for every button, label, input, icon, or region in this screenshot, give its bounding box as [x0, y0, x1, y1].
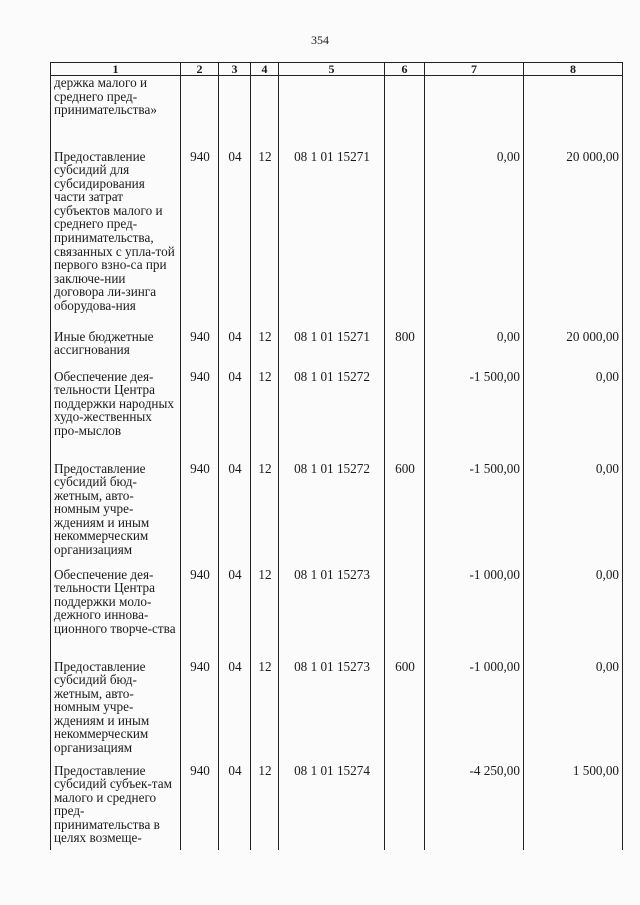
cell-ministry-code: 940 [181, 764, 219, 850]
col-header: 8 [524, 63, 623, 76]
cell-expense-type [385, 370, 425, 462]
table-row [51, 568, 623, 660]
cell-section: 04 [219, 150, 251, 330]
cell-target-article: 08 1 01 15273 [279, 568, 385, 660]
cell-ministry-code: 940 [181, 660, 219, 764]
cell-expense-type [385, 764, 425, 850]
cell-subsection: 12 [251, 568, 279, 660]
cell-target-article: 08 1 01 15274 [279, 764, 385, 850]
col-header: 4 [251, 63, 279, 76]
cell-amount-7: -1 500,00 [425, 370, 524, 462]
cell-amount-7: 0,00 [425, 150, 524, 330]
cell-expense-type [385, 150, 425, 330]
cell-subsection: 12 [251, 660, 279, 764]
cell-subsection: 12 [251, 764, 279, 850]
cell-amount-7: -4 250,00 [425, 764, 524, 850]
table-row [51, 76, 623, 150]
cell-amount-8: 20 000,00 [524, 150, 623, 330]
cell-subsection: 12 [251, 150, 279, 330]
row-name: Предоставление субсидий бюд-жетным, авто-номным учре-ждениям и иным некоммерческим организациям [51, 462, 181, 568]
cell-section: 04 [219, 330, 251, 370]
cell-target-article: 08 1 01 15272 [279, 370, 385, 462]
cell-amount-7 [425, 76, 524, 150]
cell-amount-8: 0,00 [524, 370, 623, 462]
cell-ministry-code: 940 [181, 462, 219, 568]
row-name: Обеспечение дея-тельности Центра поддержки народных худо-жественных про-мыслов [51, 370, 181, 462]
cell-amount-7: 0,00 [425, 330, 524, 370]
table-row [51, 660, 623, 764]
cell-expense-type: 800 [385, 330, 425, 370]
cell-amount-8: 0,00 [524, 462, 623, 568]
cell-target-article [279, 76, 385, 150]
table-row [51, 330, 623, 370]
table-row [51, 370, 623, 462]
cell-section: 04 [219, 568, 251, 660]
row-name: Обеспечение дея-тельности Центра поддержки моло-дежного иннова-ционного творче-ства [51, 568, 181, 660]
page-number: 354 [311, 33, 329, 47]
cell-ministry-code: 940 [181, 330, 219, 370]
cell-amount-7: -1 500,00 [425, 462, 524, 568]
cell-target-article: 08 1 01 15271 [279, 150, 385, 330]
table-row [51, 462, 623, 568]
cell-subsection [251, 76, 279, 150]
cell-section: 04 [219, 764, 251, 850]
cell-target-article: 08 1 01 15273 [279, 660, 385, 764]
row-name: Иные бюджетные ассигнования [51, 330, 181, 370]
col-header: 7 [425, 63, 524, 76]
col-header: 1 [51, 63, 181, 76]
row-name: держка малого и среднего пред-принимательства» [51, 76, 181, 150]
cell-subsection: 12 [251, 462, 279, 568]
col-header: 3 [219, 63, 251, 76]
cell-target-article: 08 1 01 15271 [279, 330, 385, 370]
cell-subsection: 12 [251, 370, 279, 462]
row-name: Предоставление субсидий для субсидирования части затрат субъектов малого и среднего пред-принимательства, связанных с упла-той первого взно-са при заключе-нии договора ли-зинга оборудова-ния [51, 150, 181, 330]
cell-amount-8: 1 500,00 [524, 764, 623, 850]
cell-amount-7: -1 000,00 [425, 568, 524, 660]
cell-section: 04 [219, 370, 251, 462]
cell-amount-8: 20 000,00 [524, 330, 623, 370]
table-row [51, 764, 623, 850]
col-header: 5 [279, 63, 385, 76]
col-header: 6 [385, 63, 425, 76]
cell-expense-type: 600 [385, 462, 425, 568]
cell-ministry-code [181, 76, 219, 150]
cell-target-article: 08 1 01 15272 [279, 462, 385, 568]
col-header: 2 [181, 63, 219, 76]
cell-expense-type: 600 [385, 660, 425, 764]
cell-subsection: 12 [251, 330, 279, 370]
cell-amount-8 [524, 76, 623, 150]
cell-ministry-code: 940 [181, 370, 219, 462]
cell-section [219, 76, 251, 150]
row-name: Предоставление субсидий субъек-там малого и среднего пред-принимательства в целях возмеще- [51, 764, 181, 850]
cell-expense-type [385, 568, 425, 660]
cell-ministry-code: 940 [181, 568, 219, 660]
table-row [51, 150, 623, 330]
cell-expense-type [385, 76, 425, 150]
cell-section: 04 [219, 660, 251, 764]
cell-amount-8: 0,00 [524, 568, 623, 660]
cell-amount-8: 0,00 [524, 660, 623, 764]
header-row [51, 63, 623, 76]
row-name: Предоставление субсидий бюд-жетным, авто-номным учре-ждениям и иным некоммерческим организациям [51, 660, 181, 764]
cell-amount-7: -1 000,00 [425, 660, 524, 764]
budget-table [50, 62, 623, 850]
cell-section: 04 [219, 462, 251, 568]
cell-ministry-code: 940 [181, 150, 219, 330]
